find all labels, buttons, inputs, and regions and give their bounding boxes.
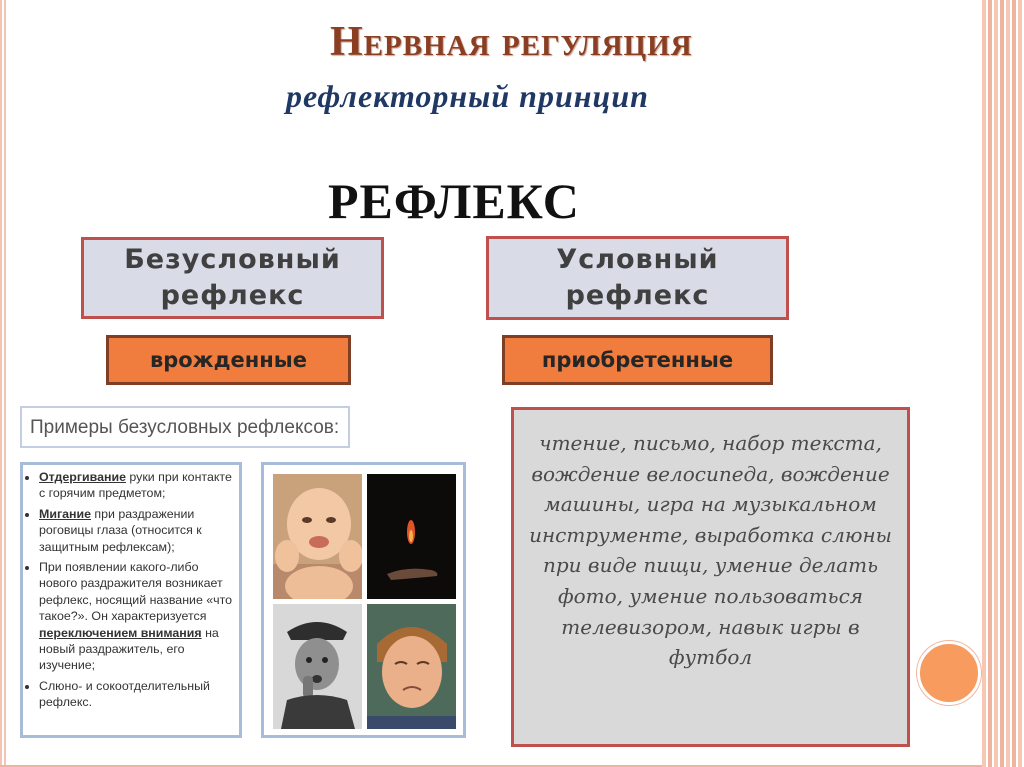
list-item-term: переключением внимания [39, 625, 202, 640]
unconditioned-reflex-box [81, 237, 384, 319]
flame-hand-photo [367, 474, 456, 599]
conditioned-reflex-label: Условный рефлекс [556, 244, 719, 311]
decorative-circle [917, 641, 981, 705]
baby-photo [273, 474, 362, 599]
examples-list [20, 462, 242, 738]
list-item-term: Отдергивание [39, 470, 126, 484]
unconditioned-examples-panel [20, 406, 466, 736]
acquired-examples-box: чтение, письмо, набор текста, вождение велосипеда, вождение машины, игра на музыкальном инструменте, выработка слюны при виде пищи, умение делать фото, умение пользоваться телевизором, навык игры в футбол [511, 407, 910, 747]
examples-heading: Примеры безусловных рефлексов: [20, 406, 350, 448]
slide-title: Нервная регуляция [330, 19, 693, 65]
reflex-heading: РЕФЛЕКС [328, 173, 580, 229]
conditioned-reflex-box [486, 236, 789, 320]
list-item-text: на новый раздражитель, его изучение; [39, 625, 219, 673]
acquired-tag: приобретенные [502, 335, 773, 385]
photo-grid [261, 462, 466, 738]
list-item [39, 559, 233, 674]
unconditioned-reflex-label: Безусловный рефлекс [124, 244, 341, 311]
list-item [39, 506, 233, 555]
list-item [39, 469, 233, 502]
child-photo [367, 604, 456, 729]
man-photo [273, 604, 362, 729]
list-item-prefix: При появлении какого-либо нового раздражителя возникает рефлекс, носящий название «что такое?». Он характеризуется [39, 560, 233, 624]
list-item-term: Мигание [39, 506, 91, 521]
list-item-text: Слюно- и сокоотделительный рефлекс. [39, 678, 210, 710]
list-item [39, 678, 233, 711]
decorative-stripes [982, 0, 1024, 767]
list-item-text: руки при контакте с горячим предметом; [39, 470, 232, 501]
innate-tag: врожденные [106, 335, 351, 385]
slide-subtitle: рефлекторный принцип [286, 78, 649, 114]
list-item-text: при раздражении роговицы глаза (относится к защитным рефлексам); [39, 506, 202, 554]
